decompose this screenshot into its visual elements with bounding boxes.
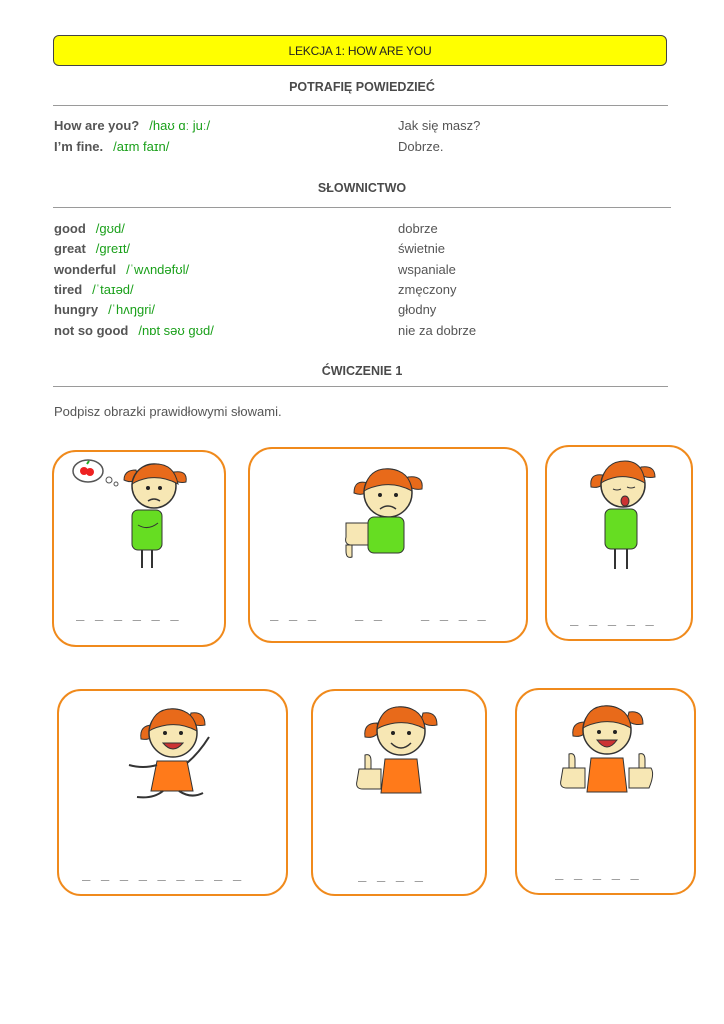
vocab-row xyxy=(54,300,155,320)
answer-blank-4[interactable]: _ _ _ _ _ _ _ _ _ xyxy=(82,865,243,881)
vocab-english: hungry xyxy=(54,302,99,317)
answer-blank-6[interactable]: _ _ _ _ _ xyxy=(555,864,640,880)
phrase-polish: Dobrze. xyxy=(398,139,444,154)
vocab-phonetic: /ˈwʌndəfʊl/ xyxy=(126,262,190,277)
vocab-polish: nie za dobrze xyxy=(398,323,477,338)
phrase-phonetic: /aɪm faɪn/ xyxy=(113,139,170,154)
phrase-english: I’m fine. xyxy=(54,139,104,154)
vocab-polish: świetnie xyxy=(398,241,445,256)
answer-blank-5[interactable]: _ _ _ _ xyxy=(358,866,425,882)
phrase-row xyxy=(54,116,210,136)
phrase-english: How are you? xyxy=(54,118,140,133)
vocab-row xyxy=(54,280,134,300)
vocab-row xyxy=(54,321,214,341)
lesson-title: LEKCJA 1: HOW ARE YOU xyxy=(288,43,432,58)
divider xyxy=(53,386,668,387)
answer-blank-3[interactable]: _ _ _ _ _ xyxy=(570,610,655,626)
vocab-polish: dobrze xyxy=(398,221,438,236)
vocab-phonetic: /ˈtaɪəd/ xyxy=(92,282,134,297)
answer-blank-2[interactable]: _ _ _ _ _ _ _ _ _ xyxy=(270,605,487,621)
phrase-phonetic: /haʊ ɑː juː/ xyxy=(149,118,211,133)
phrase-row xyxy=(54,137,169,157)
vocab-english: wonderful xyxy=(54,262,117,277)
vocab-row xyxy=(54,260,189,280)
vocab-phonetic: /gʊd/ xyxy=(95,221,125,236)
vocab-row xyxy=(54,219,125,239)
vocab-english: tired xyxy=(54,282,83,297)
phrase-polish: Jak się masz? xyxy=(398,118,481,133)
vocab-polish: zmęczony xyxy=(398,282,457,297)
divider xyxy=(53,105,668,106)
vocab-polish: głodny xyxy=(398,302,437,317)
vocab-row xyxy=(54,239,130,259)
vocab-english: good xyxy=(54,221,86,236)
section-heading-phrases: POTRAFIĘ POWIEDZIEĆ xyxy=(289,80,435,94)
divider xyxy=(53,207,671,208)
girl-smiling-thumb-up-illustration xyxy=(311,689,487,896)
answer-blank-1[interactable]: _ _ _ _ _ _ xyxy=(76,605,180,621)
section-heading-vocabulary: SŁOWNICTWO xyxy=(317,181,407,195)
vocab-phonetic: /ˈhʌŋgri/ xyxy=(108,302,156,317)
section-heading-exercise: ĆWICZENIE 1 xyxy=(321,364,403,378)
lesson-title-bar xyxy=(53,35,667,66)
vocab-phonetic: /greɪt/ xyxy=(95,241,131,256)
vocab-english: great xyxy=(54,241,86,256)
exercise-instruction: Podpisz obrazki prawidłowymi słowami. xyxy=(54,404,282,419)
vocab-phonetic: /nɒt səʊ gʊd/ xyxy=(138,323,214,338)
vocab-polish: wspaniale xyxy=(398,262,456,277)
vocab-english: not so good xyxy=(54,323,129,338)
